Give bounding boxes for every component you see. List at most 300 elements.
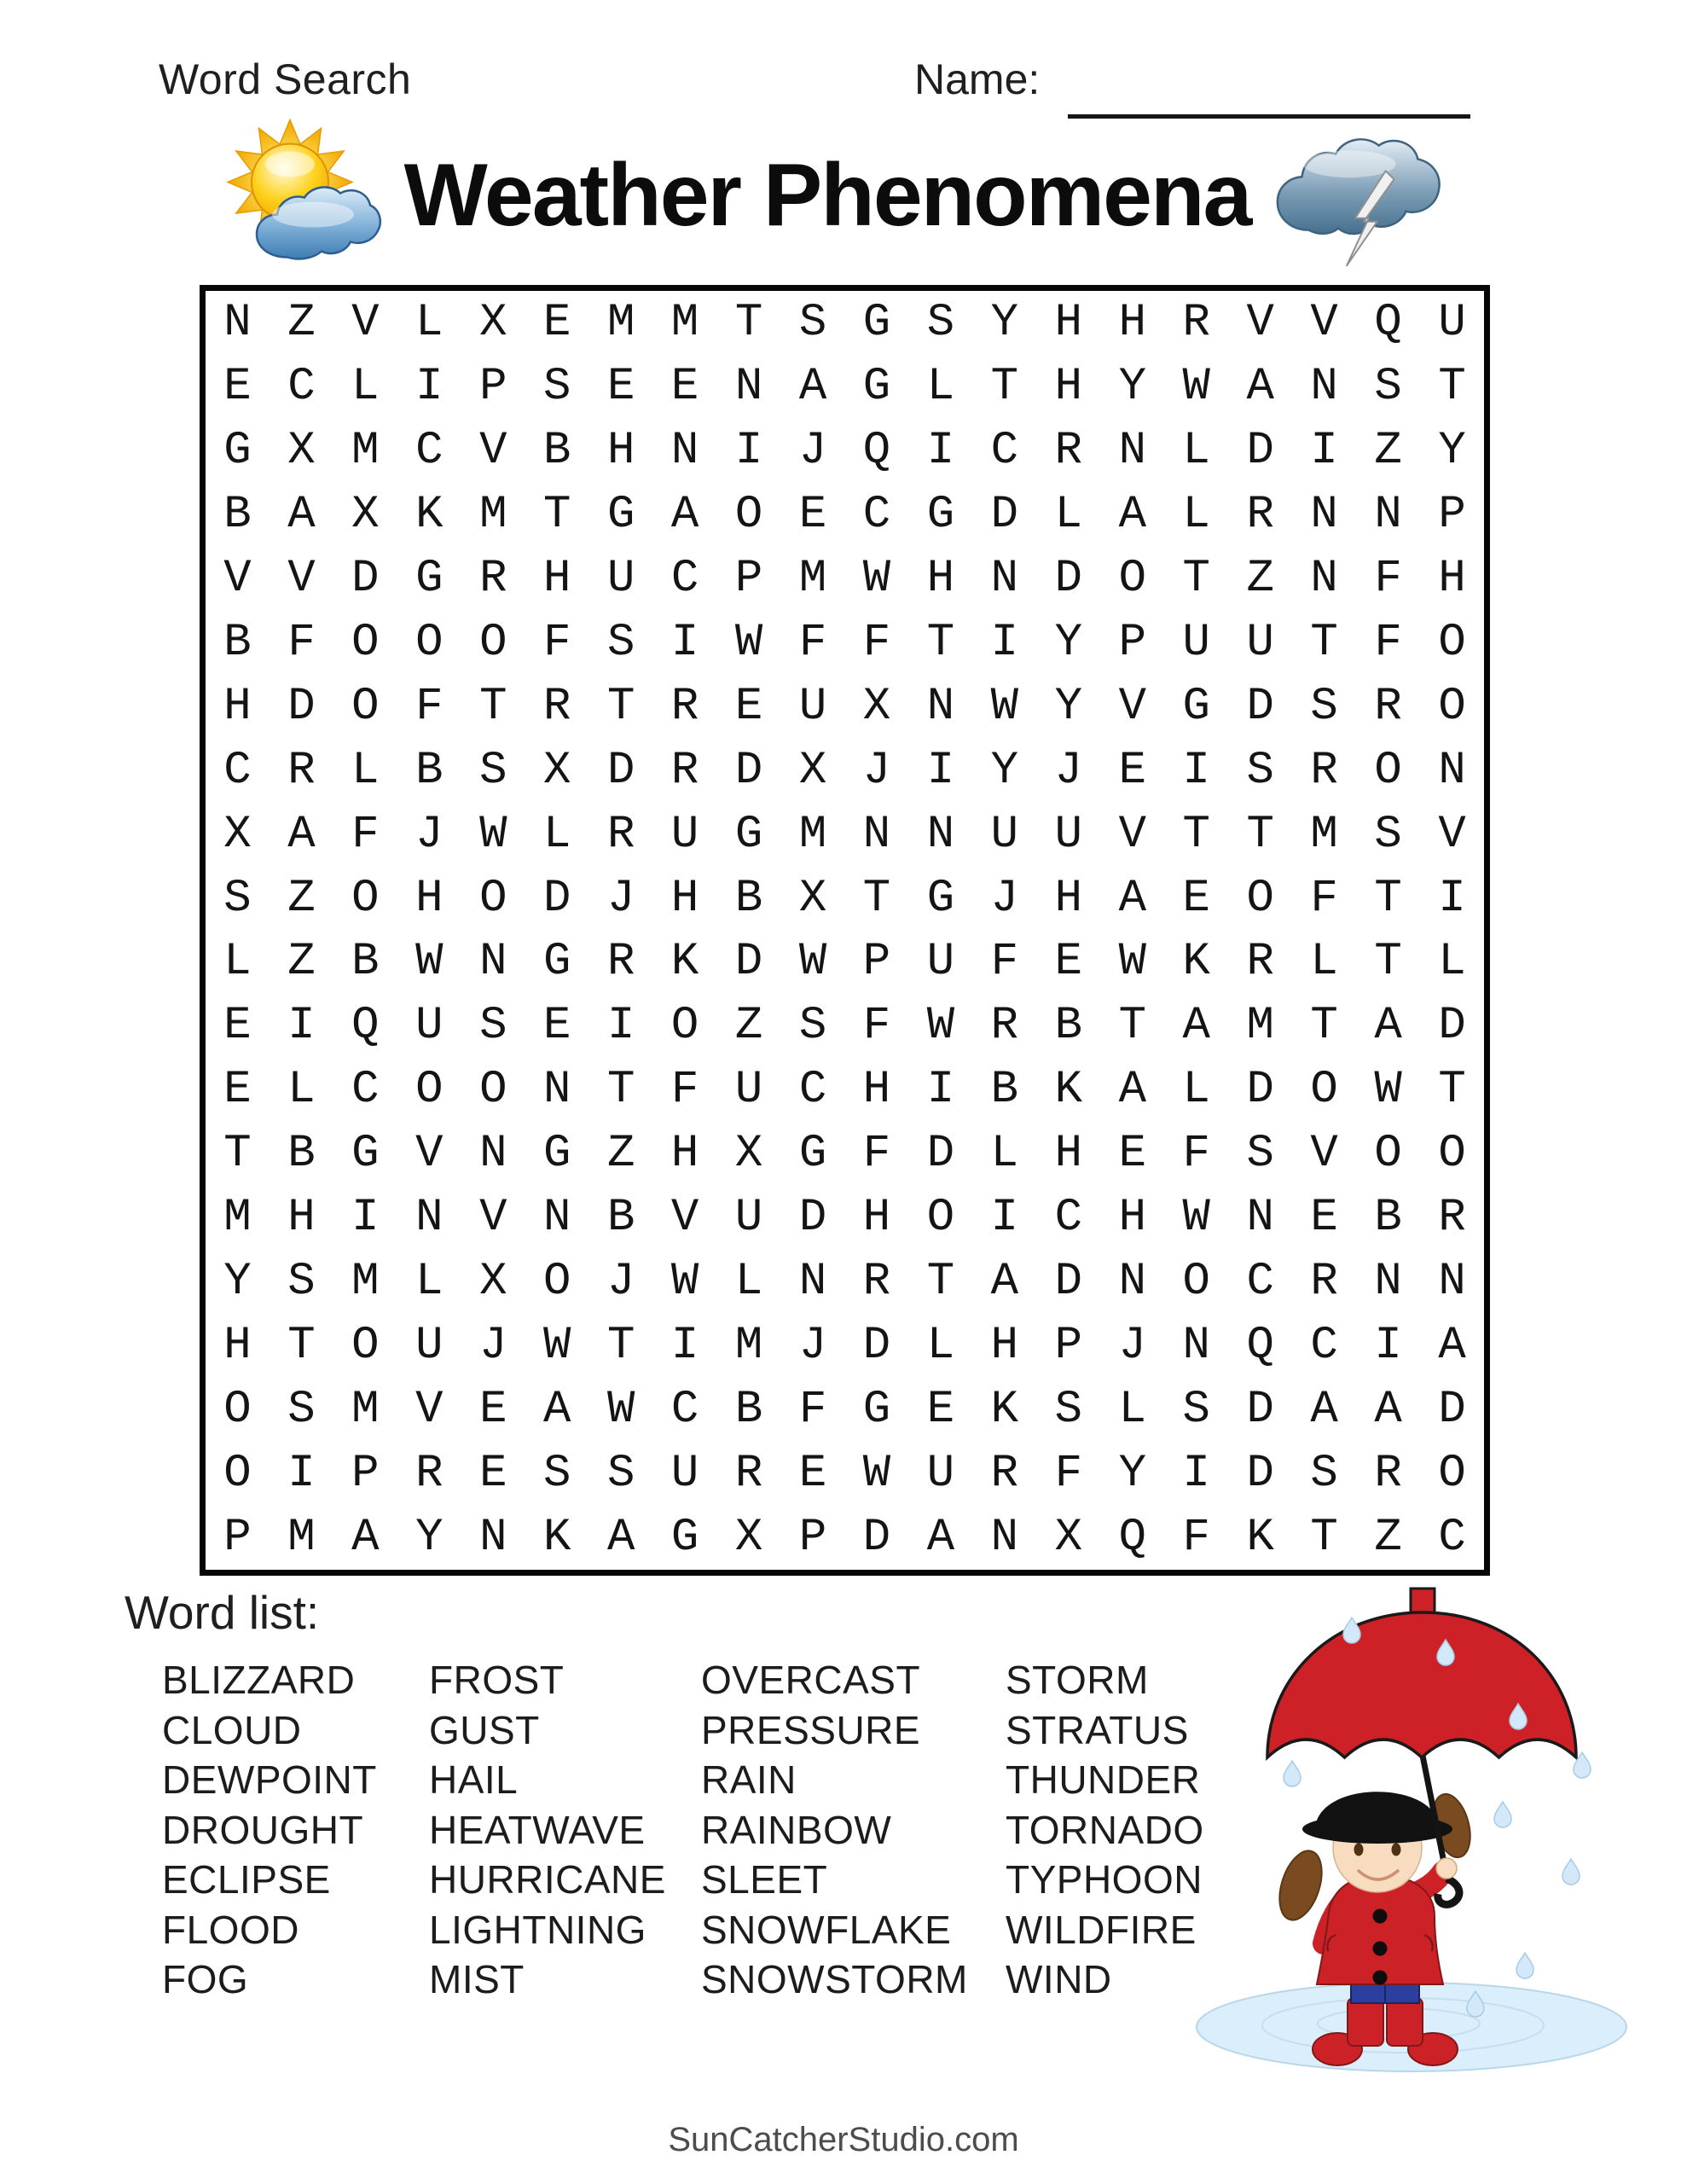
grid-cell[interactable]: T xyxy=(1438,1064,1466,1117)
grid-cell[interactable]: O xyxy=(1438,1448,1466,1501)
grid-cell[interactable]: L xyxy=(1054,488,1083,541)
grid-cell[interactable]: C xyxy=(1438,1512,1466,1565)
grid-cell[interactable]: E xyxy=(1118,1128,1146,1181)
grid-cell[interactable]: F xyxy=(415,680,443,733)
grid-cell[interactable]: B xyxy=(734,872,763,925)
grid-cell[interactable]: G xyxy=(926,872,955,925)
grid-cell[interactable]: T xyxy=(1118,1000,1146,1053)
grid-cell[interactable]: G xyxy=(606,488,635,541)
grid-cell[interactable]: P xyxy=(734,552,763,605)
grid-cell[interactable]: R xyxy=(990,1448,1019,1501)
grid-cell[interactable]: O xyxy=(351,616,380,669)
grid-cell[interactable]: N xyxy=(926,808,955,861)
grid-cell[interactable]: X xyxy=(1054,1512,1083,1565)
grid-cell[interactable]: S xyxy=(1246,744,1274,797)
grid-cell[interactable]: T xyxy=(926,616,955,669)
grid-cell[interactable]: J xyxy=(862,744,891,797)
grid-cell[interactable]: V xyxy=(351,296,380,349)
grid-cell[interactable]: S xyxy=(606,1448,635,1501)
grid-cell[interactable]: Z xyxy=(1246,552,1274,605)
grid-cell[interactable]: U xyxy=(1246,616,1274,669)
grid-cell[interactable]: R xyxy=(1310,744,1338,797)
grid-cell[interactable]: W xyxy=(479,808,507,861)
grid-cell[interactable]: X xyxy=(479,296,507,349)
grid-cell[interactable]: L xyxy=(223,936,252,989)
grid-cell[interactable]: H xyxy=(543,552,571,605)
grid-cell[interactable]: F xyxy=(351,808,380,861)
grid-cell[interactable]: S xyxy=(479,1000,507,1053)
word-item[interactable]: LIGHTNING xyxy=(429,1907,646,1952)
grid-cell[interactable]: A xyxy=(543,1384,571,1437)
grid-cell[interactable]: J xyxy=(479,1320,507,1373)
grid-cell[interactable]: T xyxy=(1182,552,1210,605)
grid-cell[interactable]: F xyxy=(862,616,891,669)
grid-cell[interactable]: J xyxy=(606,1256,635,1309)
grid-cell[interactable]: A xyxy=(1310,1384,1338,1437)
grid-cell[interactable]: N xyxy=(1374,1256,1402,1309)
word-item[interactable]: WILDFIRE xyxy=(1006,1907,1197,1952)
grid-cell[interactable]: T xyxy=(1438,360,1466,413)
grid-cell[interactable]: N xyxy=(926,680,955,733)
grid-cell[interactable]: F xyxy=(1374,552,1402,605)
grid-cell[interactable]: J xyxy=(798,1320,827,1373)
grid-cell[interactable]: F xyxy=(862,1000,891,1053)
grid-cell[interactable]: S xyxy=(287,1256,316,1309)
grid-cell[interactable]: U xyxy=(926,1448,955,1501)
grid-cell[interactable]: K xyxy=(990,1384,1019,1437)
grid-cell[interactable]: U xyxy=(415,1000,443,1053)
grid-cell[interactable]: Q xyxy=(1246,1320,1274,1373)
grid-cell[interactable]: W xyxy=(1118,936,1146,989)
grid-cell[interactable]: T xyxy=(606,1064,635,1117)
grid-cell[interactable]: I xyxy=(1310,424,1338,477)
grid-cell[interactable]: H xyxy=(990,1320,1019,1373)
grid-cell[interactable]: X xyxy=(798,872,827,925)
grid-cell[interactable]: I xyxy=(1182,744,1210,797)
grid-cell[interactable]: D xyxy=(1246,424,1274,477)
grid-cell[interactable]: T xyxy=(287,1320,316,1373)
grid-cell[interactable]: C xyxy=(670,552,699,605)
grid-cell[interactable]: N xyxy=(798,1256,827,1309)
grid-cell[interactable]: O xyxy=(1374,1128,1402,1181)
grid-cell[interactable]: S xyxy=(1246,1128,1274,1181)
grid-cell[interactable]: D xyxy=(1246,1384,1274,1437)
grid-cell[interactable]: D xyxy=(734,744,763,797)
grid-cell[interactable]: A xyxy=(1438,1320,1466,1373)
grid-cell[interactable]: A xyxy=(1118,1064,1146,1117)
grid-cell[interactable]: C xyxy=(1246,1256,1274,1309)
grid-cell[interactable]: V xyxy=(1438,808,1466,861)
grid-cell[interactable]: F xyxy=(798,1384,827,1437)
grid-cell[interactable]: D xyxy=(1054,552,1083,605)
grid-cell[interactable]: A xyxy=(1374,1384,1402,1437)
grid-cell[interactable]: J xyxy=(798,424,827,477)
grid-cell[interactable]: B xyxy=(287,1128,316,1181)
grid-cell[interactable]: D xyxy=(1246,680,1274,733)
grid-cell[interactable]: S xyxy=(1310,1448,1338,1501)
grid-cell[interactable]: C xyxy=(990,424,1019,477)
grid-cell[interactable]: T xyxy=(990,360,1019,413)
grid-cell[interactable]: O xyxy=(1438,616,1466,669)
word-item[interactable]: BLIZZARD xyxy=(162,1658,356,1702)
grid-cell[interactable]: U xyxy=(1182,616,1210,669)
grid-cell[interactable]: X xyxy=(734,1128,763,1181)
grid-cell[interactable]: M xyxy=(223,1192,252,1245)
grid-cell[interactable]: W xyxy=(734,616,763,669)
grid-cell[interactable]: X xyxy=(287,424,316,477)
word-item[interactable]: FLOOD xyxy=(162,1907,299,1952)
grid-cell[interactable]: F xyxy=(862,1128,891,1181)
grid-cell[interactable]: H xyxy=(670,872,699,925)
grid-cell[interactable]: D xyxy=(1054,1256,1083,1309)
grid-cell[interactable]: N xyxy=(1374,488,1402,541)
grid-cell[interactable]: C xyxy=(415,424,443,477)
word-item[interactable]: GUST xyxy=(429,1707,540,1752)
grid-cell[interactable]: E xyxy=(798,488,827,541)
grid-cell[interactable]: A xyxy=(798,360,827,413)
grid-cell[interactable]: G xyxy=(862,360,891,413)
grid-cell[interactable]: S xyxy=(1374,808,1402,861)
grid-cell[interactable]: B xyxy=(990,1064,1019,1117)
grid-cell[interactable]: G xyxy=(543,936,571,989)
grid-cell[interactable]: I xyxy=(287,1000,316,1053)
grid-cell[interactable]: P xyxy=(223,1512,252,1565)
grid-cell[interactable]: N xyxy=(1310,488,1338,541)
grid-cell[interactable]: W xyxy=(862,552,891,605)
grid-cell[interactable]: A xyxy=(926,1512,955,1565)
grid-cell[interactable]: H xyxy=(1438,552,1466,605)
grid-cell[interactable]: I xyxy=(670,1320,699,1373)
grid-cell[interactable]: U xyxy=(734,1064,763,1117)
grid-cell[interactable]: T xyxy=(1310,1512,1338,1565)
grid-cell[interactable]: O xyxy=(223,1384,252,1437)
grid-cell[interactable]: H xyxy=(415,872,443,925)
grid-cell[interactable]: I xyxy=(287,1448,316,1501)
grid-cell[interactable]: H xyxy=(1054,872,1083,925)
grid-cell[interactable]: W xyxy=(606,1384,635,1437)
grid-cell[interactable]: K xyxy=(1054,1064,1083,1117)
grid-cell[interactable]: D xyxy=(798,1192,827,1245)
grid-cell[interactable]: P xyxy=(798,1512,827,1565)
grid-cell[interactable]: F xyxy=(798,616,827,669)
grid-cell[interactable]: J xyxy=(606,872,635,925)
grid-cell[interactable]: D xyxy=(606,744,635,797)
word-item[interactable]: TORNADO xyxy=(1006,1807,1204,1852)
grid-cell[interactable]: Z xyxy=(734,1000,763,1053)
grid-cell[interactable]: O xyxy=(1118,552,1146,605)
grid-cell[interactable]: V xyxy=(223,552,252,605)
word-item[interactable]: WIND xyxy=(1006,1957,1112,2001)
grid-cell[interactable]: S xyxy=(223,872,252,925)
grid-cell[interactable]: O xyxy=(1310,1064,1338,1117)
grid-cell[interactable]: L xyxy=(734,1256,763,1309)
grid-cell[interactable]: D xyxy=(734,936,763,989)
grid-cell[interactable]: H xyxy=(1054,1128,1083,1181)
word-item[interactable]: HURRICANE xyxy=(429,1857,666,1902)
grid-cell[interactable]: R xyxy=(1054,424,1083,477)
grid-cell[interactable]: T xyxy=(734,296,763,349)
grid-cell[interactable]: B xyxy=(1374,1192,1402,1245)
grid-cell[interactable]: B xyxy=(543,424,571,477)
grid-cell[interactable]: I xyxy=(1182,1448,1210,1501)
grid-cell[interactable]: E xyxy=(734,680,763,733)
grid-cell[interactable]: T xyxy=(1310,616,1338,669)
grid-cell[interactable]: M xyxy=(351,1256,380,1309)
grid-cell[interactable]: Q xyxy=(862,424,891,477)
grid-cell[interactable]: C xyxy=(862,488,891,541)
grid-cell[interactable]: S xyxy=(798,1000,827,1053)
grid-cell[interactable]: O xyxy=(1182,1256,1210,1309)
grid-cell[interactable]: R xyxy=(287,744,316,797)
grid-cell[interactable]: E xyxy=(606,360,635,413)
grid-cell[interactable]: M xyxy=(1310,808,1338,861)
grid-cell[interactable]: T xyxy=(1310,1000,1338,1053)
grid-cell[interactable]: L xyxy=(1118,1384,1146,1437)
grid-cell[interactable]: U xyxy=(798,680,827,733)
grid-cell[interactable]: J xyxy=(990,872,1019,925)
grid-cell[interactable]: K xyxy=(1182,936,1210,989)
grid-cell[interactable]: P xyxy=(1118,616,1146,669)
grid-cell[interactable]: F xyxy=(990,936,1019,989)
grid-cell[interactable]: O xyxy=(223,1448,252,1501)
grid-cell[interactable]: Y xyxy=(990,744,1019,797)
grid-cell[interactable]: M xyxy=(351,424,380,477)
grid-cell[interactable]: F xyxy=(1310,872,1338,925)
grid-cell[interactable]: X xyxy=(543,744,571,797)
grid-cell[interactable]: N xyxy=(990,1512,1019,1565)
grid-cell[interactable]: S xyxy=(543,360,571,413)
grid-cell[interactable]: N xyxy=(670,424,699,477)
grid-cell[interactable]: A xyxy=(990,1256,1019,1309)
grid-cell[interactable]: F xyxy=(670,1064,699,1117)
grid-cell[interactable]: R xyxy=(543,680,571,733)
grid-cell[interactable]: L xyxy=(926,360,955,413)
grid-cell[interactable]: L xyxy=(1438,936,1466,989)
grid-cell[interactable]: E xyxy=(223,1000,252,1053)
grid-cell[interactable]: G xyxy=(223,424,252,477)
grid-cell[interactable]: S xyxy=(1310,680,1338,733)
word-item[interactable]: DROUGHT xyxy=(162,1807,364,1852)
grid-cell[interactable]: V xyxy=(670,1192,699,1245)
grid-cell[interactable]: R xyxy=(415,1448,443,1501)
grid-cell[interactable]: U xyxy=(734,1192,763,1245)
grid-cell[interactable]: Q xyxy=(351,1000,380,1053)
grid-cell[interactable]: S xyxy=(543,1448,571,1501)
grid-cell[interactable]: I xyxy=(670,616,699,669)
grid-cell[interactable]: X xyxy=(734,1512,763,1565)
word-item[interactable]: SLEET xyxy=(701,1857,828,1902)
grid-cell[interactable]: R xyxy=(1310,1256,1338,1309)
grid-cell[interactable]: R xyxy=(1246,488,1274,541)
grid-cell[interactable]: N xyxy=(1310,552,1338,605)
grid-cell[interactable]: I xyxy=(415,360,443,413)
grid-cell[interactable]: V xyxy=(1118,808,1146,861)
grid-cell[interactable]: E xyxy=(1310,1192,1338,1245)
grid-cell[interactable]: I xyxy=(926,1064,955,1117)
word-item[interactable]: MIST xyxy=(429,1957,525,2001)
grid-cell[interactable]: E xyxy=(543,1000,571,1053)
grid-cell[interactable]: J xyxy=(1054,744,1083,797)
grid-cell[interactable]: T xyxy=(606,680,635,733)
grid-cell[interactable]: E xyxy=(1182,872,1210,925)
grid-cell[interactable]: W xyxy=(926,1000,955,1053)
grid-cell[interactable]: I xyxy=(990,1192,1019,1245)
grid-cell[interactable]: B xyxy=(1054,1000,1083,1053)
grid-cell[interactable]: B xyxy=(351,936,380,989)
grid-cell[interactable]: I xyxy=(990,616,1019,669)
grid-cell[interactable]: B xyxy=(223,616,252,669)
word-item[interactable]: HAIL xyxy=(429,1757,519,1802)
grid-cell[interactable]: S xyxy=(1374,360,1402,413)
grid-cell[interactable]: N xyxy=(479,1512,507,1565)
grid-cell[interactable]: U xyxy=(926,936,955,989)
grid-cell[interactable]: K xyxy=(670,936,699,989)
grid-cell[interactable]: K xyxy=(1246,1512,1274,1565)
grid-cell[interactable]: R xyxy=(1374,680,1402,733)
grid-cell[interactable]: H xyxy=(606,424,635,477)
grid-cell[interactable]: R xyxy=(862,1256,891,1309)
grid-cell[interactable]: G xyxy=(862,1384,891,1437)
grid-cell[interactable]: G xyxy=(415,552,443,605)
grid-cell[interactable]: O xyxy=(670,1000,699,1053)
grid-cell[interactable]: T xyxy=(926,1256,955,1309)
grid-cell[interactable]: X xyxy=(862,680,891,733)
grid-cell[interactable]: L xyxy=(543,808,571,861)
grid-cell[interactable]: N xyxy=(479,1128,507,1181)
grid-cell[interactable]: T xyxy=(862,872,891,925)
grid-cell[interactable]: U xyxy=(1438,296,1466,349)
grid-cell[interactable]: I xyxy=(1438,872,1466,925)
grid-cell[interactable]: W xyxy=(543,1320,571,1373)
grid-cell[interactable]: E xyxy=(670,360,699,413)
grid-cell[interactable]: H xyxy=(223,680,252,733)
grid-cell[interactable]: C xyxy=(670,1384,699,1437)
word-item[interactable]: SNOWSTORM xyxy=(701,1957,968,2001)
word-item[interactable]: PRESSURE xyxy=(701,1707,921,1752)
grid-cell[interactable]: D xyxy=(351,552,380,605)
grid-cell[interactable]: D xyxy=(1438,1384,1466,1437)
grid-cell[interactable]: S xyxy=(798,296,827,349)
grid-cell[interactable]: Z xyxy=(287,872,316,925)
grid-cell[interactable]: M xyxy=(606,296,635,349)
grid-cell[interactable]: D xyxy=(926,1128,955,1181)
grid-cell[interactable]: C xyxy=(287,360,316,413)
grid-cell[interactable]: L xyxy=(287,1064,316,1117)
grid-cell[interactable]: H xyxy=(1118,296,1146,349)
grid-cell[interactable]: R xyxy=(606,936,635,989)
grid-cell[interactable]: T xyxy=(606,1320,635,1373)
grid-cell[interactable]: N xyxy=(1118,1256,1146,1309)
grid-cell[interactable]: X xyxy=(351,488,380,541)
grid-cell[interactable]: V xyxy=(287,552,316,605)
grid-cell[interactable]: T xyxy=(1374,872,1402,925)
grid-cell[interactable]: I xyxy=(926,744,955,797)
grid-cell[interactable]: Y xyxy=(1118,1448,1146,1501)
word-item[interactable]: DEWPOINT xyxy=(162,1757,377,1802)
grid-cell[interactable]: U xyxy=(670,808,699,861)
grid-cell[interactable]: A xyxy=(287,808,316,861)
grid-cell[interactable]: W xyxy=(1182,360,1210,413)
grid-cell[interactable]: V xyxy=(415,1384,443,1437)
grid-cell[interactable]: R xyxy=(479,552,507,605)
grid-cell[interactable]: N xyxy=(223,296,252,349)
word-item[interactable]: ECLIPSE xyxy=(162,1857,331,1902)
grid-cell[interactable]: W xyxy=(1374,1064,1402,1117)
word-item[interactable]: FOG xyxy=(162,1957,249,2001)
grid-cell[interactable]: A xyxy=(1246,360,1274,413)
grid-cell[interactable]: D xyxy=(543,872,571,925)
grid-cell[interactable]: W xyxy=(415,936,443,989)
word-item[interactable]: RAIN xyxy=(701,1757,797,1802)
grid-cell[interactable]: H xyxy=(1054,360,1083,413)
word-item[interactable]: OVERCAST xyxy=(701,1658,921,1702)
grid-cell[interactable]: Y xyxy=(223,1256,252,1309)
grid-cell[interactable]: U xyxy=(415,1320,443,1373)
grid-cell[interactable]: O xyxy=(351,1320,380,1373)
grid-cell[interactable]: P xyxy=(351,1448,380,1501)
grid-cell[interactable]: V xyxy=(1118,680,1146,733)
grid-cell[interactable]: B xyxy=(415,744,443,797)
grid-cell[interactable]: Y xyxy=(990,296,1019,349)
grid-cell[interactable]: L xyxy=(351,744,380,797)
grid-cell[interactable]: E xyxy=(798,1448,827,1501)
grid-cell[interactable]: N xyxy=(479,936,507,989)
grid-cell[interactable]: S xyxy=(1182,1384,1210,1437)
grid-cell[interactable]: W xyxy=(862,1448,891,1501)
grid-cell[interactable]: G xyxy=(734,808,763,861)
grid-cell[interactable]: A xyxy=(1182,1000,1210,1053)
grid-cell[interactable]: Y xyxy=(1438,424,1466,477)
grid-cell[interactable]: H xyxy=(223,1320,252,1373)
grid-cell[interactable]: F xyxy=(1182,1512,1210,1565)
grid-cell[interactable]: N xyxy=(1182,1320,1210,1373)
grid-cell[interactable]: B xyxy=(734,1384,763,1437)
grid-cell[interactable]: G xyxy=(670,1512,699,1565)
grid-cell[interactable]: L xyxy=(415,1256,443,1309)
grid-cell[interactable]: S xyxy=(287,1384,316,1437)
grid-cell[interactable]: S xyxy=(1054,1384,1083,1437)
grid-cell[interactable]: O xyxy=(1438,680,1466,733)
grid-cell[interactable]: E xyxy=(926,1384,955,1437)
grid-cell[interactable]: N xyxy=(1246,1192,1274,1245)
grid-cell[interactable]: T xyxy=(1182,808,1210,861)
grid-cell[interactable]: Z xyxy=(1374,1512,1402,1565)
grid-cell[interactable]: O xyxy=(415,616,443,669)
grid-cell[interactable]: T xyxy=(1246,808,1274,861)
grid-cell[interactable]: J xyxy=(415,808,443,861)
grid-cell[interactable]: C xyxy=(1310,1320,1338,1373)
word-item[interactable]: THUNDER xyxy=(1006,1757,1201,1802)
grid-cell[interactable]: T xyxy=(223,1128,252,1181)
grid-cell[interactable]: W xyxy=(990,680,1019,733)
grid-cell[interactable]: M xyxy=(798,552,827,605)
grid-cell[interactable]: E xyxy=(479,1448,507,1501)
grid-cell[interactable]: D xyxy=(1246,1448,1274,1501)
grid-cell[interactable]: D xyxy=(287,680,316,733)
grid-cell[interactable]: Z xyxy=(287,296,316,349)
grid-cell[interactable]: E xyxy=(223,1064,252,1117)
grid-cell[interactable]: M xyxy=(1246,1000,1274,1053)
grid-cell[interactable]: D xyxy=(862,1512,891,1565)
word-item[interactable]: CLOUD xyxy=(162,1707,302,1752)
grid-cell[interactable]: F xyxy=(543,616,571,669)
grid-cell[interactable]: H xyxy=(862,1192,891,1245)
grid-cell[interactable]: M xyxy=(734,1320,763,1373)
grid-cell[interactable]: L xyxy=(1182,488,1210,541)
grid-cell[interactable]: C xyxy=(798,1064,827,1117)
grid-cell[interactable]: U xyxy=(1054,808,1083,861)
grid-cell[interactable]: U xyxy=(990,808,1019,861)
